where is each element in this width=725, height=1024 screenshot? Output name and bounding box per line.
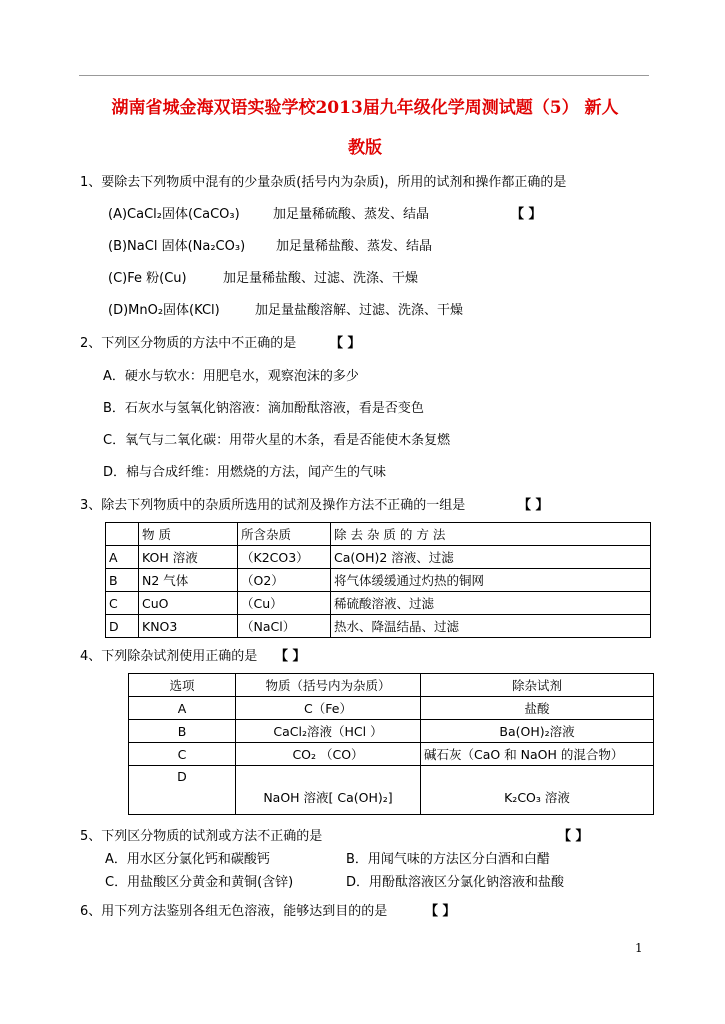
question-3-stem [80, 498, 549, 514]
table-cell: （O2） [238, 569, 331, 592]
table-row [129, 766, 654, 815]
question-3-table [105, 522, 651, 638]
table-cell: 所含杂质 [238, 523, 331, 546]
question-5-option-d: D．用酚酞溶液区分氯化钠溶液和盐酸 [346, 875, 565, 890]
table-row [129, 697, 654, 720]
question-4-stem [80, 649, 306, 665]
table-cell: 除杂试剂 [421, 674, 654, 697]
answer-bracket: 【 】 [518, 498, 549, 513]
table-cell: 稀硫酸溶液、过滤 [331, 592, 651, 615]
question-2-option-a: A．硬水与软水：用肥皂水，观察泡沫的多少 [103, 369, 359, 384]
answer-bracket: 【 】 [558, 829, 589, 844]
table-cell: 选项 [129, 674, 236, 697]
question-5-stem [80, 829, 589, 845]
question-2-stem [80, 336, 361, 352]
answer-bracket: 【 】 [425, 904, 456, 919]
page-title-line1: 湖南省城金海双语实验学校2013届九年级化学周测试题（5） 新人 [111, 98, 619, 118]
question-5-option-c: C．用盐酸区分黄金和黄铜(含锌) [105, 875, 294, 890]
table-cell: 物质（括号内为杂质） [236, 674, 421, 697]
table-cell: （NaCl） [238, 615, 331, 638]
stem-text: 4、下列除杂试剂使用正确的是 [80, 649, 258, 664]
question-5-option-a: A．用水区分氯化钙和碳酸钙 [105, 852, 270, 867]
table-cell: 物 质 [139, 523, 238, 546]
table-cell: 热水、降温结晶、过滤 [331, 615, 651, 638]
question-1-stem: 1、要除去下列物质中混有的少量杂质(括号内为杂质)，所用的试剂和操作都正确的是 [80, 175, 567, 190]
option-substance: (A)CaCl₂固体(CaCO₃) [108, 207, 240, 222]
table-cell: CuO [139, 592, 238, 615]
table-cell [106, 523, 139, 546]
stem-text: 3、除去下列物质中的杂质所选用的试剂及操作方法不正确的一组是 [80, 498, 466, 513]
table-cell: CO₂ （CO） [236, 743, 421, 766]
table-row [106, 615, 651, 638]
table-row [106, 592, 651, 615]
table-cell: K₂CO₃ 溶液 [421, 766, 654, 815]
table-cell: B [129, 720, 236, 743]
table-cell: KOH 溶液 [139, 546, 238, 569]
table-cell: Ba(OH)₂溶液 [421, 720, 654, 743]
table-row [106, 569, 651, 592]
question-2-option-d: D．棉与合成纤维：用燃烧的方法，闻产生的气味 [103, 465, 387, 480]
table-cell: KNO3 [139, 615, 238, 638]
stem-text: 6、用下列方法鉴别各组无色溶液，能够达到目的的是 [80, 904, 388, 919]
table-cell: NaOH 溶液[ Ca(OH)₂] [236, 766, 421, 815]
option-method: 加足量稀盐酸、过滤、洗涤、干燥 [223, 271, 419, 286]
question-5-option-b: B．用闻气味的方法区分白酒和白醋 [346, 852, 550, 867]
option-substance: (D)MnO₂固体(KCl) [108, 303, 220, 318]
answer-bracket: 【 】 [511, 207, 542, 222]
table-cell: N2 气体 [139, 569, 238, 592]
option-method: 加足量稀硫酸、蒸发、结晶 [273, 207, 430, 222]
question-2-option-b: B．石灰水与氢氧化钠溶液：滴加酚酞溶液，看是否变色 [103, 401, 424, 416]
option-method: 加足量盐酸溶解、过滤、洗涤、干燥 [255, 303, 464, 318]
question-1-option-d [108, 303, 464, 319]
table-cell: D [129, 766, 236, 815]
option-substance: (C)Fe 粉(Cu) [108, 271, 187, 286]
table-header-row [106, 523, 651, 546]
table-cell: 盐酸 [421, 697, 654, 720]
question-1-option-b [108, 239, 433, 255]
table-cell: （K2CO3） [238, 546, 331, 569]
option-method: 加足量稀盐酸、蒸发、结晶 [276, 239, 433, 254]
table-header-row [129, 674, 654, 697]
table-row [129, 743, 654, 766]
question-4-table [128, 673, 654, 815]
table-cell: CaCl₂溶液（HCl ） [236, 720, 421, 743]
question-6-stem [80, 904, 456, 920]
table-cell: 碱石灰（CaO 和 NaOH 的混合物） [421, 743, 654, 766]
question-1-option-c [108, 271, 419, 287]
table-cell: A [106, 546, 139, 569]
table-row [129, 720, 654, 743]
option-substance: (B)NaCl 固体(Na₂CO₃) [108, 239, 246, 254]
table-cell: 除 去 杂 质 的 方 法 [331, 523, 651, 546]
table-cell: D [106, 615, 139, 638]
table-cell: A [129, 697, 236, 720]
table-cell: B [106, 569, 139, 592]
question-2-option-c: C．氧气与二氧化碳：用带火星的木条，看是否能使木条复燃 [103, 433, 451, 448]
table-row [106, 546, 651, 569]
stem-text: 5、下列区分物质的试剂或方法不正确的是 [80, 829, 323, 844]
table-cell: C（Fe） [236, 697, 421, 720]
stem-text: 2、下列区分物质的方法中不正确的是 [80, 336, 297, 351]
page-title-line2: 教版 [348, 138, 382, 158]
table-cell: 将气体缓缓通过灼热的铜网 [331, 569, 651, 592]
question-1-option-a [108, 207, 542, 223]
header-rule [79, 75, 649, 76]
table-cell: Ca(OH)2 溶液、过滤 [331, 546, 651, 569]
page-number: 1 [635, 941, 643, 955]
table-cell: C [106, 592, 139, 615]
answer-bracket: 【 】 [330, 336, 361, 351]
table-cell: （Cu） [238, 592, 331, 615]
table-cell: C [129, 743, 236, 766]
answer-bracket: 【 】 [275, 649, 306, 664]
